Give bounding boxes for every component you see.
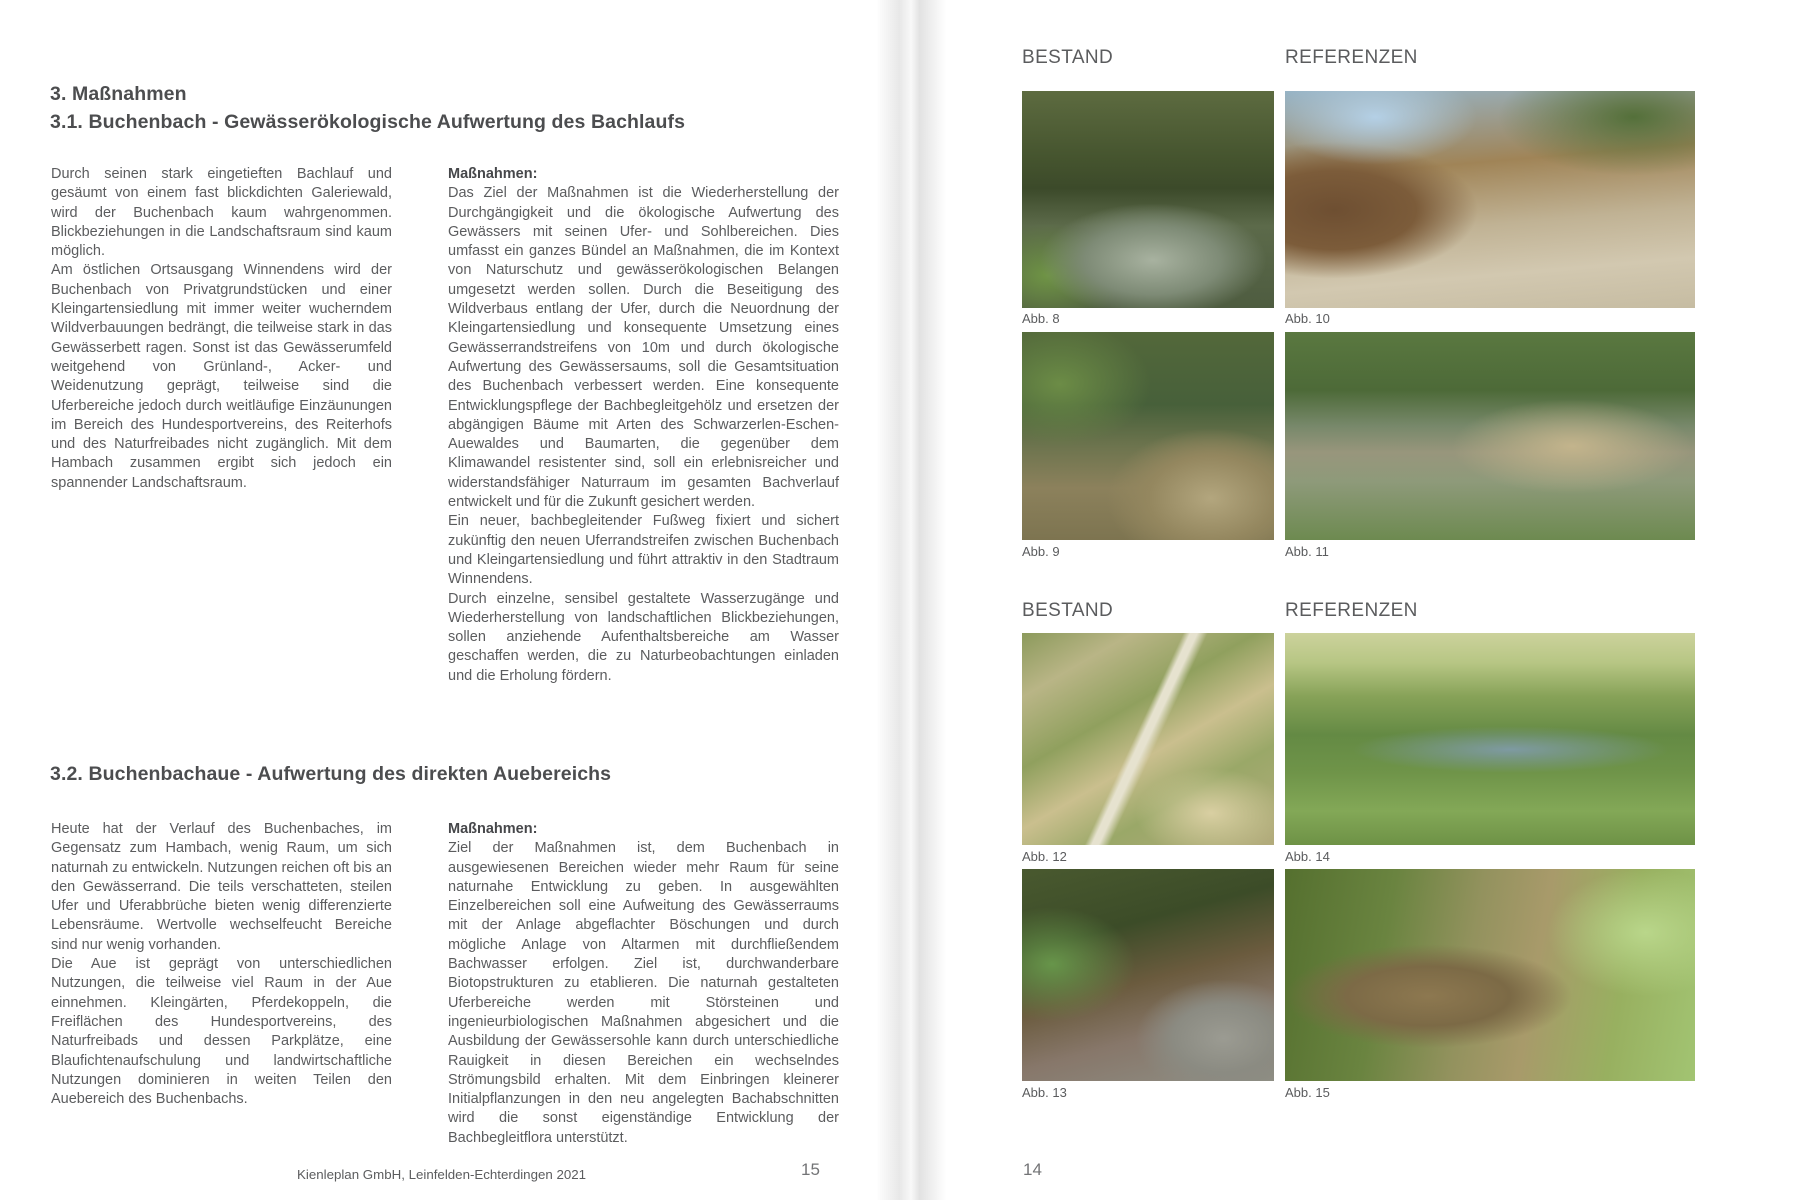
footer-imprint: Kienleplan GmbH, Leinfelden-Echterdingen 2021 bbox=[297, 1167, 587, 1182]
section-3-2-heading: 3.2. Buchenbachaue - Aufwertung des direkten Auebereichs bbox=[50, 763, 612, 785]
body-paragraph: Heute hat der Verlauf des Buchenbaches, im Gegensatz zum Hambach, wenig Raum, um sich naturnah zu entwickeln. Nutzungen reichen oft bis an den Gewässerrand. Die teils verschatteten, steilen Ufer und Uferabbrüche bieten wenig differenzierte Lebensräume. Wertvolle wechselfeucht Bereiche sind nur wenig vorhanden. bbox=[51, 821, 392, 953]
photo-abb-8 bbox=[1022, 91, 1274, 308]
photo-abb-11 bbox=[1285, 332, 1695, 540]
massnahmen-label: Maßnahmen: bbox=[448, 821, 538, 837]
bestand-header-1: BESTAND bbox=[1022, 47, 1114, 68]
body-paragraph: Durch seinen stark eingetieften Bachlauf und gesäumt von einem fast blickdichten Galeriewald, wird der Buchenbach kaum wahrgenommen. Blickbeziehungen in die Landschaftsraum sind kaum möglich. bbox=[51, 166, 392, 260]
photo-abb-10 bbox=[1285, 91, 1695, 308]
caption-abb-9: Abb. 9 bbox=[1022, 544, 1060, 559]
referenzen-header-1: REFERENZEN bbox=[1285, 47, 1418, 68]
body-paragraph: Ein neuer, bachbegleitender Fußweg fixiert und sichert zukünftig den neuen Uferrandstreifen zwischen Buchenbach und Kleingartensiedlung und führt attraktiv in den Stadtraum Winnendens. bbox=[448, 513, 839, 588]
photo-abb-14 bbox=[1285, 633, 1695, 845]
body-paragraph: Das Ziel der Maßnahmen ist die Wiederherstellung der Durchgängigkeit und die ökologische Aufwertung des Gewässers mit seinen Ufer- und Sohlbereichen. Dies umfasst ein ganzes Bündel an Maßnahmen, die im Kontext von Naturschutz und gewässerökologischen Belangen umgesetzt werden sollen. Durch die Beseitigung des Wildverbaus entlang der Ufer, durch die Neuordnung der Kleingartensiedlung und konsequente Umsetzung eines Gewässerrandstreifens von 10m und durch ökologische Aufwertung des Gewässersaums, soll die Gesamtsituation des Buchenbach verbessert werden. Eine konsequente Entwicklungspflege der Bachbegleitgehölz und ersetzen der abgängigen Bäume mit Arten des Schwarzerlen-Eschen-Auewaldes und Baumarten, die gegenüber dem Klimawandel resistenter sind, soll ein erlebnisreicher und widerstandsfähiger Naturraum im gesamten Bachverlauf entwickelt und für die Zukunft gesichert werden. bbox=[448, 185, 839, 511]
section-3-2-column-left bbox=[51, 820, 392, 1109]
page-gutter bbox=[876, 0, 954, 1200]
massnahmen-label: Maßnahmen: bbox=[448, 166, 538, 182]
caption-abb-10: Abb. 10 bbox=[1285, 311, 1330, 326]
bestand-header-2: BESTAND bbox=[1022, 600, 1114, 621]
photo-abb-15 bbox=[1285, 869, 1695, 1081]
section-3-2-column-right bbox=[448, 820, 839, 1148]
caption-abb-8: Abb. 8 bbox=[1022, 311, 1060, 326]
page-number-left: 15 bbox=[801, 1160, 820, 1179]
section-3-heading: 3. Maßnahmen bbox=[50, 83, 187, 105]
caption-abb-14: Abb. 14 bbox=[1285, 849, 1330, 864]
caption-abb-12: Abb. 12 bbox=[1022, 849, 1067, 864]
body-paragraph: Die Aue ist geprägt von unterschiedlichen Nutzungen, die teilweise viel Raum in der Aue einnehmen. Kleingärten, Pferdekoppeln, die Freiflächen des Hundesportvereins, des Naturfreibads und dessen Parkplätze, eine Blaufichtenaufschulung und landwirtschaftliche Nutzungen dominieren in weiten Teilen den Auebereich des Buchenbachs. bbox=[51, 956, 392, 1108]
section-3-1-column-right bbox=[448, 165, 839, 686]
photo-abb-13 bbox=[1022, 869, 1274, 1081]
caption-abb-13: Abb. 13 bbox=[1022, 1085, 1067, 1100]
section-3-1-column-left bbox=[51, 165, 392, 493]
referenzen-header-2: REFERENZEN bbox=[1285, 600, 1418, 621]
body-paragraph: Am östlichen Ortsausgang Winnendens wird der Buchenbach von Privatgrundstücken und einer Kleingartensiedlung mit immer weiter wucherndem Wildverbauungen bedrängt, die teilweise stark in das Gewässerbett ragen. Sonst ist das Gewässerumfeld weitgehend von Grünland-, Acker- und Weidenutzung geprägt, teilweise sind die Uferbereiche jedoch durch weitläufige Einzäunungen im Bereich des Hundesportvereins, des Reiterhofs und des Naturfreibades nicht zugänglich. Mit dem Hambach zusammen ergibt sich jedoch ein spannender Landschaftsraum. bbox=[51, 262, 392, 491]
photo-abb-9 bbox=[1022, 332, 1274, 540]
body-paragraph: Durch einzelne, sensibel gestaltete Wasserzugänge und Wiederherstellung von landschaftlichen Blickbeziehungen, sollen anziehende Aufenthaltsbereiche am Wasser geschaffen werden, die zu Naturbeobachtungen einladen und die Erholung fördern. bbox=[448, 590, 839, 684]
caption-abb-15: Abb. 15 bbox=[1285, 1085, 1330, 1100]
photo-abb-12 bbox=[1022, 633, 1274, 845]
body-paragraph: Ziel der Maßnahmen ist, dem Buchenbach in ausgewiesenen Bereichen wieder mehr Raum für seine naturnahe Entwicklung zu geben. In ausgewählten Einzelbereichen soll eine Aufweitung des Gewässerraums mit der Anlage abgeflachter Böschungen und durch mögliche Anlage von Altarmen mit durchfließendem Bachwasser erfolgen. Ziel ist, durchwanderbare Biotopstrukturen zu etablieren. Die naturnah gestalteten Uferbereiche werden mit Störsteinen und ingenieurbiologischen Maßnahmen abgesichert und die Ausbildung der Gewässersohle kann durch unterschiedliche Rauigkeit in diesen Bereichen ein wechselndes Strömungsbild erhalten. Mit dem Einbringen kleinerer Initialpflanzungen in den neu angelegten Bachabschnitten wird die sonst eigenständige Entwicklung der Bachbegleitflora unterstützt. bbox=[448, 840, 839, 1146]
section-3-1-heading: 3.1. Buchenbach - Gewässerökologische Aufwertung des Bachlaufs bbox=[50, 111, 686, 133]
page-number-right: 14 bbox=[1023, 1160, 1042, 1179]
caption-abb-11: Abb. 11 bbox=[1285, 544, 1329, 559]
